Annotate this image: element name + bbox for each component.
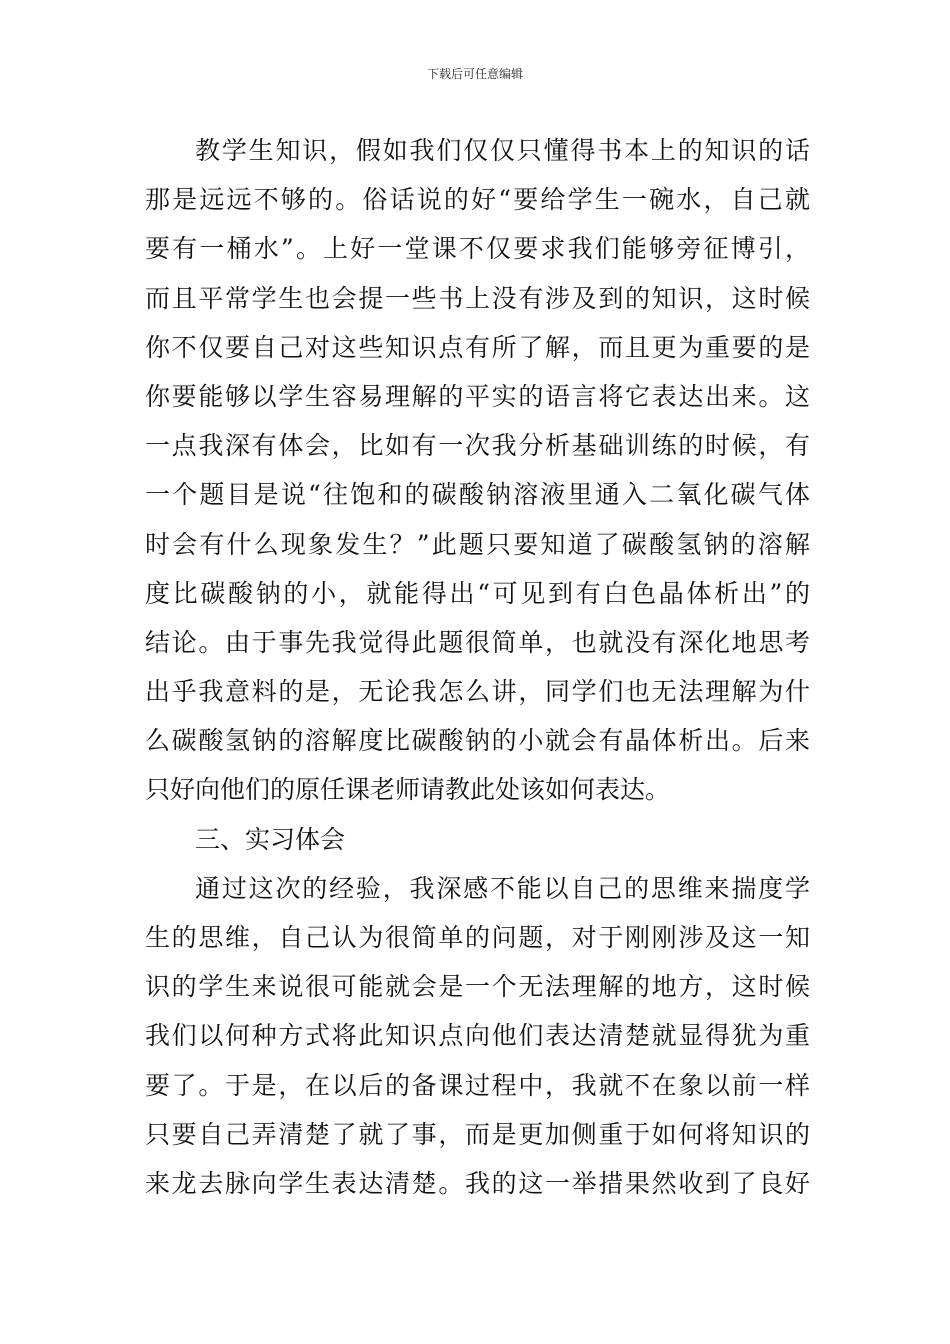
section-heading: 三、实习体会: [195, 824, 346, 854]
paragraph-line: 结论。由于事先我觉得此题很简单，也就没有深化地思考: [145, 627, 810, 657]
paragraph-line: 要有一桶水”。上好一堂课不仅要求我们能够旁征博引，: [145, 234, 810, 264]
paragraph-line: 那是远远不够的。俗话说的好“要给学生一碗水，自己就: [145, 185, 810, 215]
page-header-note: 下载后可任意编辑: [426, 67, 523, 81]
paragraph-line: 你要能够以学生容易理解的平实的语言将它表达出来。这: [145, 381, 810, 411]
document-body: [145, 126, 810, 1208]
paragraph-line: 识的学生来说很可能就会是一个无法理解的地方，这时候: [145, 972, 810, 1002]
paragraph-line: 要了。于是，在以后的备课过程中，我就不在象以前一样: [145, 1070, 810, 1100]
paragraph-line: 出乎我意料的是，无论我怎么讲，同学们也无法理解为什: [145, 677, 810, 707]
paragraph-line: 只要自己弄清楚了就了事，而是更加侧重于如何将知识的: [145, 1119, 810, 1149]
paragraph-line: 时会有什么现象发生？”此题只要知道了碳酸氢钠的溶解: [145, 529, 810, 559]
paragraph-line: 来龙去脉向学生表达清楚。我的这一举措果然收到了良好: [145, 1168, 810, 1198]
paragraph-line: 教学生知识，假如我们仅仅只懂得书本上的知识的话: [195, 136, 810, 165]
paragraph-line: 一点我深有体会，比如有一次我分析基础训练的时候，有: [145, 431, 810, 461]
paragraph-line: 么碳酸氢钠的溶解度比碳酸钠的小就会有晶体析出。后来: [145, 726, 810, 756]
paragraph-line: 通过这次的经验，我深感不能以自己的思维来揣度学: [195, 873, 810, 903]
paragraph-line: 而且平常学生也会提一些书上没有涉及到的知识，这时候: [145, 283, 810, 313]
paragraph-line: 我们以何种方式将此知识点向他们表达清楚就显得犹为重: [145, 1021, 810, 1051]
paragraph-line: 你不仅要自己对这些知识点有所了解，而且更为重要的是: [145, 332, 810, 362]
paragraph-line: 一个题目是说“往饱和的碳酸钠溶液里通入二氧化碳气体: [145, 480, 810, 510]
paragraph-line: 只好向他们的原任课老师请教此处该如何表达。: [145, 775, 671, 805]
paragraph-line: 度比碳酸钠的小，就能得出“可见到有白色晶体析出”的: [145, 578, 810, 608]
paragraph-line: 生的思维，自己认为很简单的问题，对于刚刚涉及这一知: [145, 923, 810, 952]
